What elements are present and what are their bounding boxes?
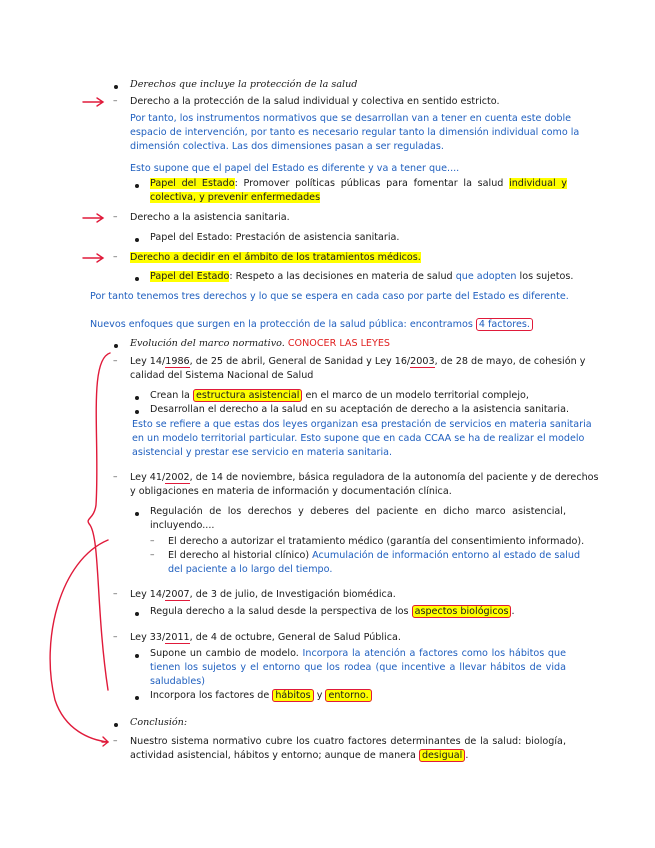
note-text: dimensión colectiva. Las dos dimensiones pasan a ser reguladas. xyxy=(130,141,444,152)
list-item: Derecho a la asistencia sanitaria. xyxy=(130,212,290,223)
bracket-curve xyxy=(50,540,108,742)
text: , de 25 de abril, General de Sanidad y Ley 16/ xyxy=(189,356,411,367)
note-text: Acumulación de información entorno al estado de salud xyxy=(309,550,581,561)
bullet-dot xyxy=(135,512,139,516)
text: Ley 14/ xyxy=(130,589,166,600)
text: : Promover políticas públicas para fomentar la salud xyxy=(234,178,510,189)
highlight-text: Papel del Estado xyxy=(150,271,230,282)
dash-marker: – xyxy=(113,356,118,366)
note-text: asistencial y prestar ese servicio en materia sanitaria. xyxy=(132,447,393,458)
list-item xyxy=(130,251,421,265)
text: Supone un cambio de modelo. xyxy=(150,648,303,659)
text: Ley 33/ xyxy=(130,632,166,643)
list-item: Papel del Estado: Prestación de asistencia sanitaria. xyxy=(150,232,400,243)
red-label: CONOCER LAS LEYES xyxy=(287,338,390,349)
highlight-text: Derecho a decidir en el ámbito de los tratamientos médicos. xyxy=(130,252,421,263)
list-item xyxy=(150,389,529,403)
list-item: Derecho a la protección de la salud individual y colectiva en sentido estricto. xyxy=(130,96,500,107)
arrow-icon xyxy=(83,214,103,222)
arrow-icon xyxy=(102,737,108,746)
list-item xyxy=(150,605,515,619)
highlight-text: Papel del Estado xyxy=(150,178,235,189)
text: , de 4 de octubre, General de Salud Pública. xyxy=(189,632,401,643)
text: actividad asistencial, hábitos y entorno; aunque de manera xyxy=(130,750,419,761)
text: El derecho al historial clínico) xyxy=(168,550,310,561)
note-text: en un modelo territorial particular. Esto supone que en cada CCAA se ha de realizar el modelo xyxy=(132,433,585,444)
summary-text: Por tanto tenemos tres derechos y lo que se espera en cada caso por parte del Estado es diferente. xyxy=(90,291,569,302)
list-item xyxy=(150,689,372,703)
text: . xyxy=(511,606,515,617)
dash-marker: – xyxy=(113,472,118,482)
dash-marker: – xyxy=(113,212,118,222)
law-title xyxy=(130,355,585,369)
dash-marker: – xyxy=(113,736,118,746)
underlined-year: 2003 xyxy=(410,356,435,367)
note-text: espacio de intervención, por tanto es necesario regular tanto la dimensión individual como la xyxy=(130,127,580,138)
section-heading xyxy=(130,337,390,351)
bullet-dot xyxy=(135,410,139,414)
arrow-icon xyxy=(83,254,103,262)
note-text: saludables) xyxy=(150,676,205,687)
boxed-text: 4 factores. xyxy=(476,318,533,331)
list-item xyxy=(150,270,573,284)
bullet-dot xyxy=(114,723,118,727)
list-item xyxy=(150,191,320,205)
bullet-dot xyxy=(135,238,139,242)
note-text: tienen los sujetos y el entorno que los rodea (que incentive a llevar hábitos de vida xyxy=(150,662,566,673)
law-title: calidad del Sistema Nacional de Salud xyxy=(130,370,314,381)
law-title xyxy=(130,471,599,485)
list-item: El derecho a autorizar el tratamiento médico (garantía del consentimiento informado). xyxy=(168,536,585,547)
note-text: Esto se refiere a que estas dos leyes organizan esa prestación de servicios en materia sanitaria xyxy=(132,419,592,430)
list-item: Desarrollan el derecho a la salud en su aceptación de derecho a la asistencia sanitaria. xyxy=(150,404,569,415)
section-heading: Conclusión: xyxy=(130,717,188,728)
dash-marker: – xyxy=(113,252,118,262)
list-item: incluyendo.... xyxy=(150,520,215,531)
boxed-text: aspectos biológicos xyxy=(412,605,512,618)
bracket-curve xyxy=(88,353,110,690)
bullet-dot xyxy=(135,277,139,281)
dash-marker: – xyxy=(113,96,118,106)
list-item xyxy=(168,549,580,563)
list-item xyxy=(150,177,567,191)
note-text: Incorpora la atención a factores como los hábitos que xyxy=(302,648,566,659)
note-text: Por tanto, los instrumentos normativos que se desarrollan van a tener en cuenta este doble xyxy=(130,113,572,124)
law-title: y obligaciones en materia de información y documentación clínica. xyxy=(130,486,452,497)
arrow-icon xyxy=(83,98,103,106)
conclusion-text xyxy=(130,735,566,749)
list-item: Regulación de los derechos y deberes del paciente en dicho marco asistencial, xyxy=(150,506,566,517)
note-text: que adopten xyxy=(455,271,517,282)
text: y xyxy=(313,690,326,701)
text: Crean la xyxy=(150,390,193,401)
text: . xyxy=(465,750,469,761)
bullet-dot xyxy=(135,612,139,616)
dash-marker: – xyxy=(150,536,155,546)
text: los sujetos. xyxy=(516,271,574,282)
note-text: del paciente a lo largo del tiempo. xyxy=(168,564,333,575)
underlined-year: 2002 xyxy=(165,472,190,483)
text: Nuestro sistema normativo cubre los cuatro factores determinantes de la salud: biología, xyxy=(130,736,566,747)
law-title xyxy=(130,631,401,645)
text: Nuevos enfoques que surgen en la protección de la salud pública: encontramos xyxy=(90,319,476,330)
underlined-year: 1986 xyxy=(165,356,190,367)
boxed-text: hábitos xyxy=(272,689,313,702)
bullet-dot xyxy=(135,396,139,400)
dash-marker: – xyxy=(150,550,155,560)
text: , de 14 de noviembre, básica reguladora de la autonomía del paciente y de derechos xyxy=(189,472,599,483)
text: Ley 41/ xyxy=(130,472,166,483)
bullet-dot xyxy=(114,85,118,89)
text: en el marco de un modelo territorial complejo, xyxy=(302,390,529,401)
text: , de 28 de mayo, de cohesión y xyxy=(434,356,586,367)
text: Evolución del marco normativo. xyxy=(130,338,285,349)
bullet-dot xyxy=(114,344,118,348)
underlined-year: 2011 xyxy=(165,632,190,643)
section-heading: Derechos que incluye la protección de la salud xyxy=(130,79,358,90)
highlight-text: colectiva, y prevenir enfermedades xyxy=(150,192,321,203)
text: , de 3 de julio, de Investigación biomédica. xyxy=(189,589,396,600)
dash-marker: – xyxy=(113,632,118,642)
boxed-text: desigual xyxy=(419,749,465,762)
text: Ley 14/ xyxy=(130,356,166,367)
bullet-dot xyxy=(135,184,139,188)
bullet-dot xyxy=(135,696,139,700)
summary-text xyxy=(90,318,533,332)
list-item xyxy=(150,647,566,661)
bullet-dot xyxy=(135,654,139,658)
law-title xyxy=(130,588,396,602)
boxed-text: entorno. xyxy=(325,689,371,702)
note-text: Esto supone que el papel del Estado es diferente y va a tener que.... xyxy=(130,163,460,174)
boxed-text: estructura asistencial xyxy=(193,389,302,402)
underlined-year: 2007 xyxy=(165,589,190,600)
conclusion-text xyxy=(130,749,468,763)
text: : Respeto a las decisiones en materia de salud xyxy=(229,271,456,282)
dash-marker: – xyxy=(113,589,118,599)
highlight-text: individual y xyxy=(509,178,567,189)
text: Regula derecho a la salud desde la perspectiva de los xyxy=(150,606,412,617)
text: Incorpora los factores de xyxy=(150,690,273,701)
